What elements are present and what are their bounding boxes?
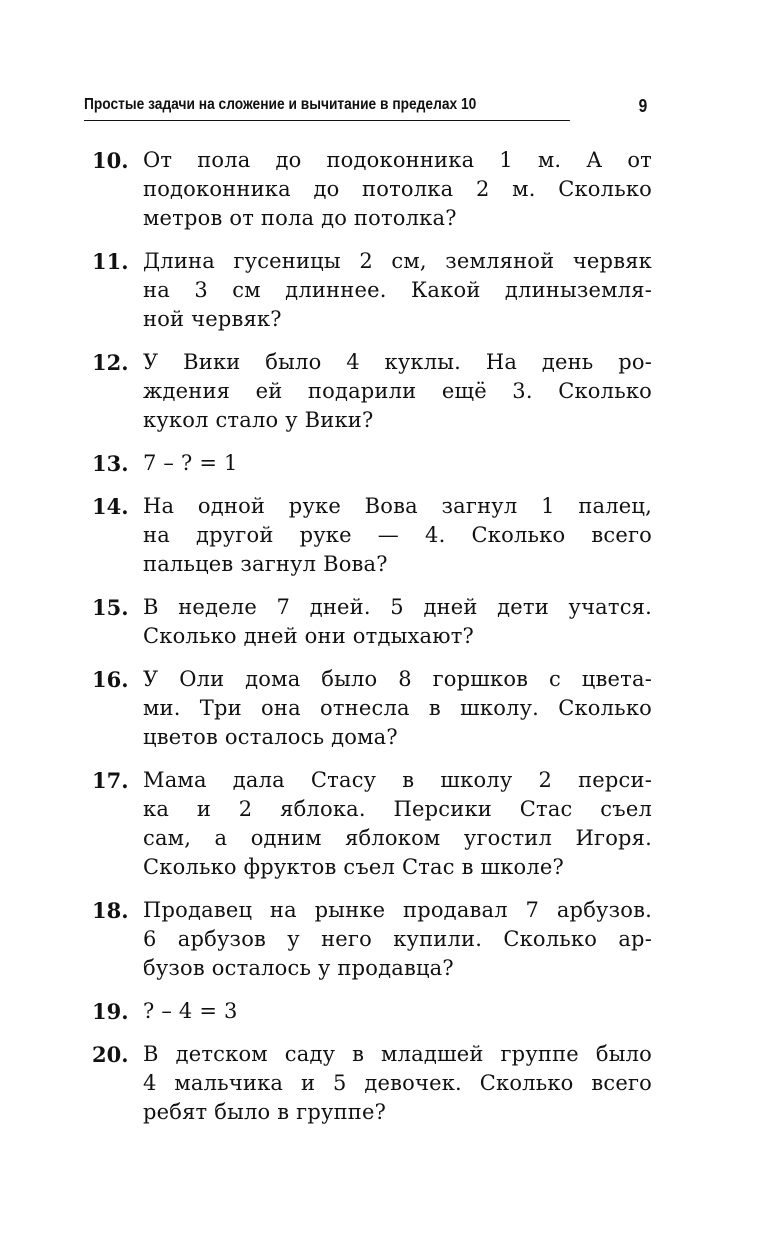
- problem-item: [92, 665, 652, 752]
- problem-text-line: бузов осталось у продавца?: [143, 956, 454, 980]
- problem-number: 20.: [92, 1042, 129, 1067]
- problem-number: 17.: [92, 768, 129, 793]
- problem-text-line: Продавец на рынке продавал 7 арбузов.: [143, 898, 652, 922]
- problem-text-line: пальцев загнул Вова?: [143, 552, 388, 576]
- running-head-title: Простые задачи на сложение и вычитание в пределах 10: [84, 96, 477, 113]
- problem-item: [92, 896, 652, 983]
- problem-text-line: на 3 см длиннее. Какой длиныземля-: [143, 278, 652, 302]
- problem-text-line: цветов осталось дома?: [143, 725, 398, 749]
- problem-item: [92, 492, 652, 579]
- problem-list: [92, 146, 652, 1141]
- problem-item: [92, 449, 652, 478]
- problem-text: [143, 449, 652, 478]
- problem-text-line: метров от пола до потолка?: [143, 206, 457, 230]
- problem-text: [143, 593, 652, 651]
- problem-item: [92, 247, 652, 334]
- problem-text: [143, 146, 652, 233]
- problem-number: 16.: [92, 667, 129, 692]
- problem-text: [143, 997, 652, 1026]
- problem-text-line: на другой руке — 4. Сколько всего: [143, 523, 652, 547]
- problem-text-line: ка и 2 яблока. Персики Стас съел: [143, 797, 652, 821]
- problem-text-line: У Вики было 4 куклы. На день ро-: [143, 350, 652, 374]
- problem-text-line: В детском саду в младшей группе было: [143, 1042, 652, 1066]
- problem-text-line: ребят было в группе?: [143, 1100, 387, 1124]
- problem-number: 14.: [92, 494, 129, 519]
- problem-text-line: У Оли дома было 8 горшков с цвета-: [143, 667, 652, 691]
- problem-number: 19.: [92, 999, 129, 1024]
- problem-text: [143, 247, 652, 334]
- problem-number: 10.: [92, 148, 129, 173]
- problem-text-line: Мама дала Стасу в школу 2 перси-: [143, 768, 652, 792]
- problem-text: [143, 896, 652, 983]
- problem-text-line: ждения ей подарили ещё 3. Сколько: [143, 379, 652, 403]
- problem-text-line: 6 арбузов у него купили. Сколько ар-: [143, 927, 652, 951]
- problem-item: [92, 146, 652, 233]
- problem-number: 12.: [92, 350, 129, 375]
- problem-number: 18.: [92, 898, 129, 923]
- problem-text: [143, 348, 652, 435]
- problem-text: [143, 766, 652, 882]
- problem-text-line: подоконника до потолка 2 м. Сколько: [143, 177, 652, 201]
- problem-text-line: Сколько фруктов съел Стас в школе?: [143, 855, 564, 879]
- problem-text: [143, 492, 652, 579]
- problem-text-line: ми. Три она отнесла в школу. Сколько: [143, 696, 652, 720]
- problem-text-line: кукол стало у Вики?: [143, 408, 374, 432]
- problem-item: [92, 997, 652, 1026]
- problem-text-line: сам, а одним яблоком угостил Игоря.: [143, 826, 652, 850]
- problem-text-line: 7 – ? = 1: [143, 451, 238, 475]
- problem-text-line: От пола до подоконника 1 м. А от: [143, 148, 652, 172]
- problem-text-line: ? – 4 = 3: [143, 999, 238, 1023]
- problem-number: 11.: [92, 249, 129, 274]
- problem-text-line: Сколько дней они отдыхают?: [143, 624, 475, 648]
- page-number: 9: [638, 96, 648, 116]
- problem-text-line: Длина гусеницы 2 см, земляной червяк: [143, 249, 652, 273]
- problem-number: 15.: [92, 595, 129, 620]
- problem-item: [92, 766, 652, 882]
- problem-text-line: ной червяк?: [143, 307, 282, 331]
- problem-item: [92, 1040, 652, 1127]
- running-head: [84, 92, 648, 121]
- problem-text-line: В неделе 7 дней. 5 дней дети учатся.: [143, 595, 652, 619]
- problem-text: [143, 665, 652, 752]
- problem-text-line: 4 мальчика и 5 девочек. Сколько всего: [143, 1071, 652, 1095]
- problem-item: [92, 593, 652, 651]
- problem-text-line: На одной руке Вова загнул 1 палец,: [143, 494, 652, 518]
- problem-item: [92, 348, 652, 435]
- problem-text: [143, 1040, 652, 1127]
- problem-number: 13.: [92, 451, 129, 476]
